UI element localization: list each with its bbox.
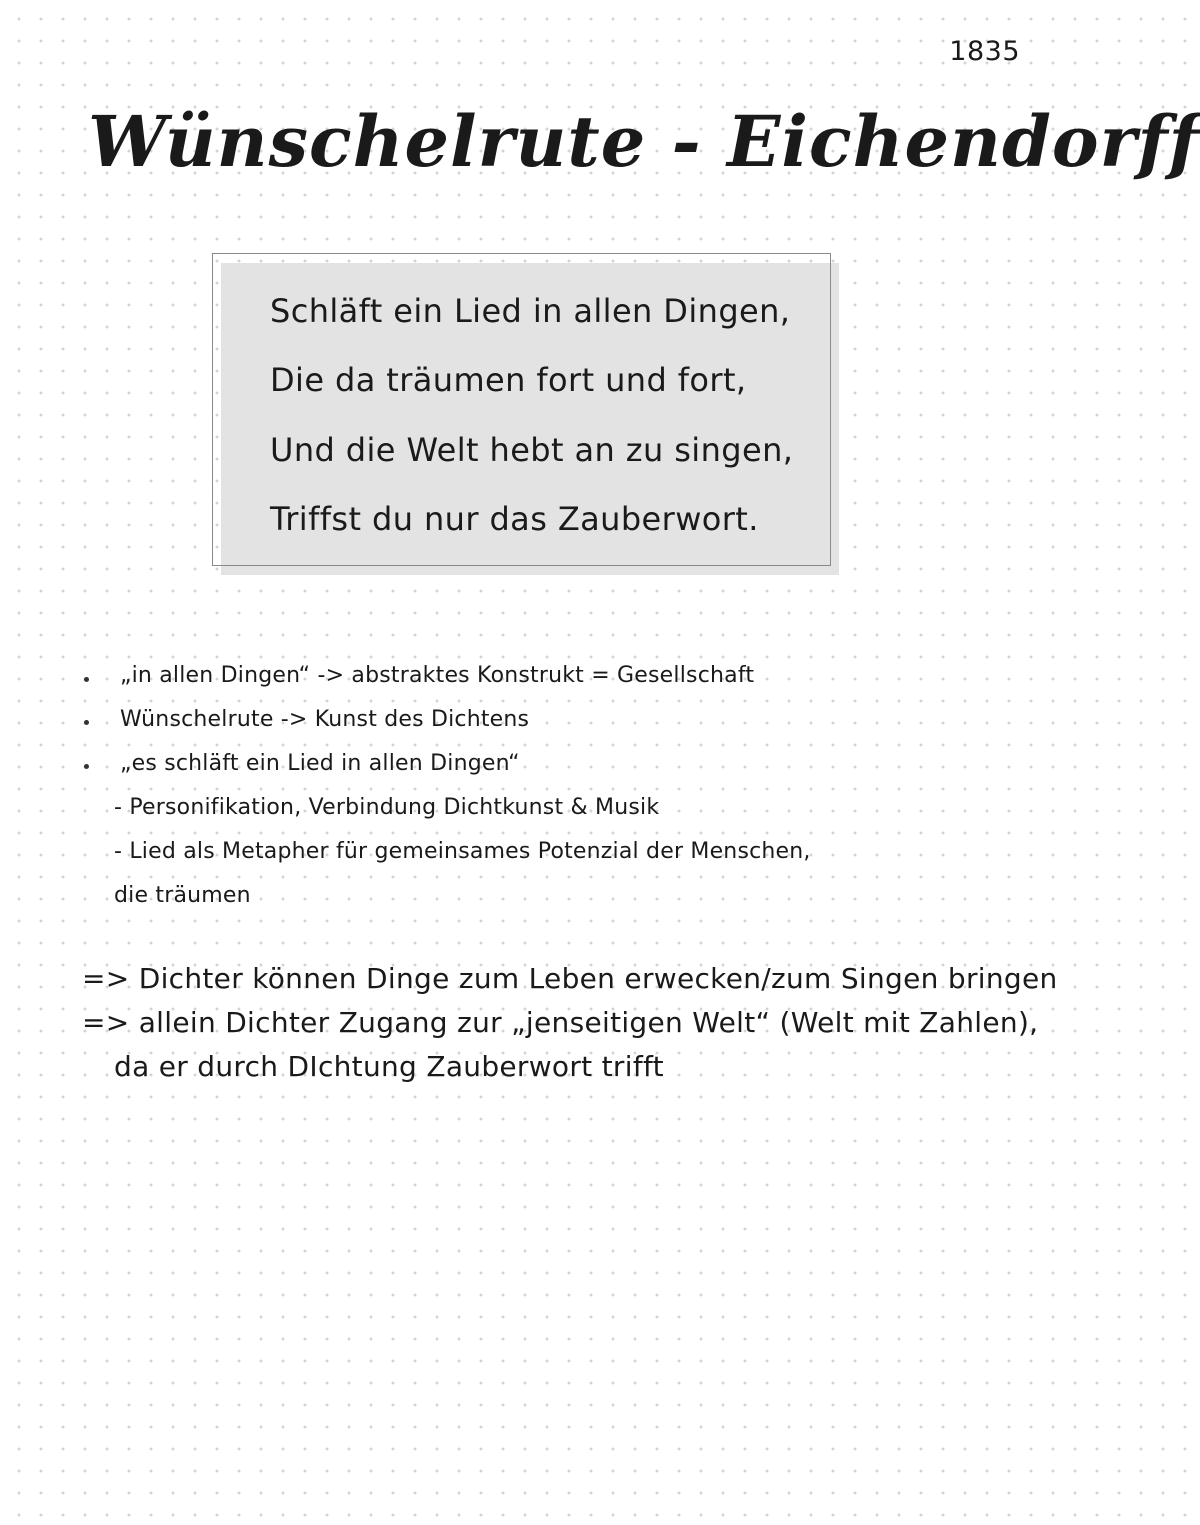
bullet-dot-icon (84, 764, 89, 769)
bullet-dot-icon (84, 720, 89, 725)
note-bullet-2: Wünschelrute -> Kunst des Dichtens (120, 707, 530, 732)
note-sub-point-2: - Lied als Metapher für gemeinsames Potenzial der Menschen, (114, 839, 811, 864)
note-bullet-1: „in allen Dingen“ -> abstraktes Konstrukt = Gesellschaft (120, 663, 755, 688)
poem-line-1: Schläft ein Lied in allen Dingen, (270, 292, 791, 330)
note-bullet-3: „es schläft ein Lied in allen Dingen“ (120, 751, 520, 776)
page-year: 1835 (949, 36, 1020, 67)
bullet-dot-icon (84, 677, 89, 682)
conclusion-line-3: da er durch DIchtung Zauberwort trifft (114, 1050, 664, 1083)
poem-line-4: Triffst du nur das Zauberwort. (270, 500, 759, 538)
page-title: Wünschelrute - Eichendorff (88, 100, 1200, 183)
note-sub-point-1: - Personifikation, Verbindung Dichtkunst & Musik (114, 795, 660, 820)
poem-line-2: Die da träumen fort und fort, (270, 361, 747, 399)
conclusion-line-1: => Dichter können Dinge zum Leben erwecken/zum Singen bringen (82, 962, 1058, 995)
note-sub-point-3: die träumen (114, 883, 251, 908)
conclusion-line-2: => allein Dichter Zugang zur „jenseitigen Welt“ (Welt mit Zahlen), (82, 1006, 1039, 1039)
poem-line-3: Und die Welt hebt an zu singen, (270, 431, 794, 469)
